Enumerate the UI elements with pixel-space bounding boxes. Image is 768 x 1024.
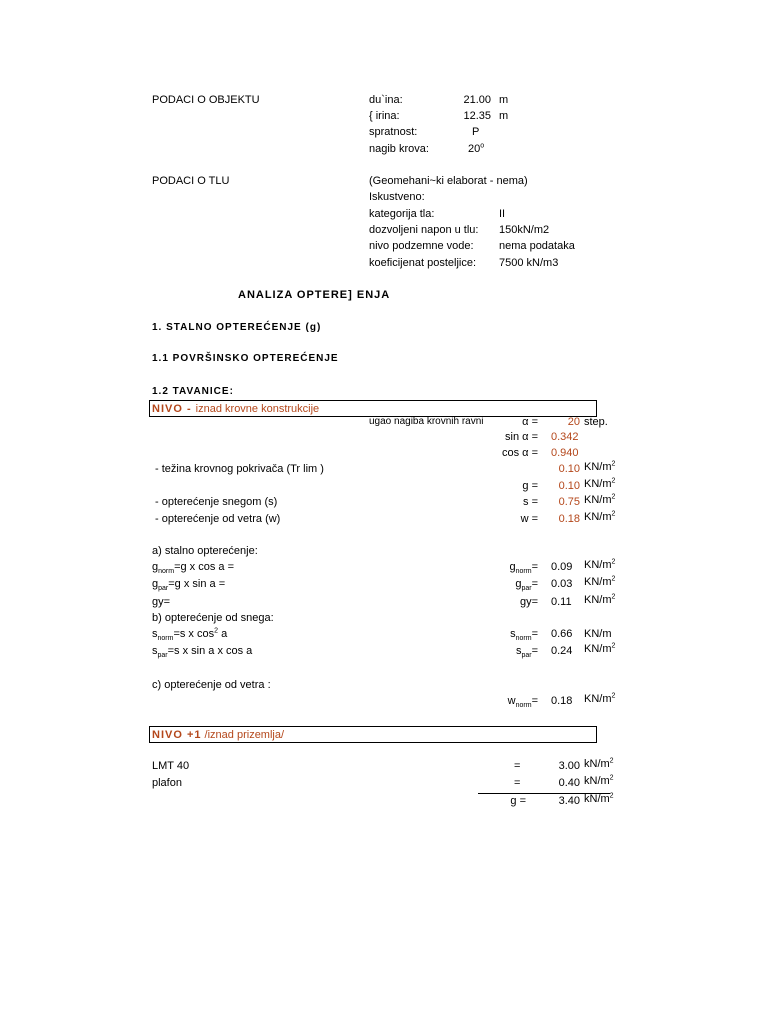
unit: $KN/m^2$ bbox=[584, 493, 616, 506]
analiza-title: ANALIZA OPTERE] ENJA bbox=[238, 289, 391, 301]
w-value: 0.18 bbox=[558, 513, 580, 525]
objekt-value: P bbox=[472, 126, 480, 138]
nivo1-row-eq: = bbox=[514, 777, 521, 789]
spar-value: 0.24 bbox=[551, 645, 573, 657]
nivo1-row-value: 3.00 bbox=[558, 760, 580, 772]
total-value: 3.40 bbox=[558, 795, 580, 807]
nivo-krov-header: NIVO - iznad krovne konstrukcije bbox=[152, 403, 320, 415]
snorm-label: $s_{norm}=$ bbox=[510, 628, 538, 643]
tlo-value: II bbox=[499, 208, 506, 220]
tlo-note: (Geomehani~ki elaborat - nema) bbox=[369, 175, 528, 187]
objekt-label: { irina: bbox=[369, 110, 400, 122]
objekt-unit: m bbox=[499, 110, 509, 122]
heading-povrsinsko: 1.1 POVRŠINSKO OPTEREĆENJE bbox=[152, 353, 339, 364]
gy-formula: gy= bbox=[152, 596, 171, 608]
ugao-label: ugao nagiba krovnih ravni bbox=[369, 416, 484, 427]
gpar-label: $g_{par}=$ bbox=[515, 578, 538, 593]
unit: $KN/m^2$ bbox=[584, 575, 616, 588]
nivo1-row-unit: $kN/m^2$ bbox=[584, 774, 614, 787]
tlo-label: dozvoljeni napon u tlu: bbox=[369, 224, 479, 236]
sin-value: 0.342 bbox=[551, 431, 579, 443]
stalno-title: a) stalno opterećenje: bbox=[152, 545, 258, 557]
gnorm-label: $g_{norm}=$ bbox=[509, 561, 538, 576]
wnorm-value: 0.18 bbox=[551, 695, 573, 707]
objekt-label: du`ina: bbox=[369, 94, 403, 106]
heading-stalno: 1. STALNO OPTEREĆENJE (g) bbox=[152, 322, 322, 333]
objekt-title: PODACI O OBJEKTU bbox=[152, 94, 260, 106]
tezina-label: - težina krovnog pokrivača (Tr lim ) bbox=[155, 463, 324, 475]
cos-label: cos α = bbox=[501, 447, 538, 459]
nivo1-row-label: plafon bbox=[152, 777, 182, 789]
gnorm-formula: $g_{norm}=g$ x cos a = bbox=[152, 561, 235, 576]
s-label: s = bbox=[523, 496, 538, 508]
tezina-value: 0.10 bbox=[558, 463, 580, 475]
nivo1-header: NIVO +1 /iznad prizemlja/ bbox=[152, 729, 285, 741]
objekt-label: nagib krova: bbox=[369, 143, 429, 155]
gy-label: gy= bbox=[519, 596, 538, 608]
heading-tavanice: 1.2 TAVANICE: bbox=[152, 386, 234, 397]
gy-value: 0.11 bbox=[551, 596, 572, 608]
unit: $KN/m^2$ bbox=[584, 477, 616, 490]
vetar-title: c) opterećenje od vetra : bbox=[152, 679, 271, 691]
tlo-iskustveno: Iskustveno: bbox=[369, 191, 425, 203]
tlo-value: 7500 kN/m3 bbox=[499, 257, 559, 269]
snijeg-label: - opterećenje snegom (s) bbox=[155, 496, 278, 508]
sneg-title: b) opterećenje od snega: bbox=[152, 612, 274, 624]
nivo1-row-label: LMT 40 bbox=[152, 760, 190, 772]
unit: $KN/m^2$ bbox=[584, 642, 616, 655]
spar-label: $s_{par}=$ bbox=[515, 645, 538, 660]
snorm-unit: KN/m bbox=[584, 628, 612, 640]
gpar-value: 0.03 bbox=[551, 578, 573, 590]
g-value: 0.10 bbox=[558, 480, 580, 492]
nivo1-box bbox=[149, 726, 597, 743]
gnorm-value: 0.09 bbox=[551, 561, 573, 573]
tlo-value: 150kN/m2 bbox=[499, 224, 550, 236]
tlo-title: PODACI O TLU bbox=[152, 175, 230, 187]
alpha-unit: step. bbox=[584, 416, 608, 428]
tlo-label: nivo podzemne vode: bbox=[369, 240, 474, 252]
spar-formula: $s_{par}=s$ x sin a x cos a bbox=[152, 645, 253, 660]
nivo1-row-value: 0.40 bbox=[558, 777, 580, 789]
gpar-formula: $g_{par}=g$ x sin a = bbox=[152, 578, 226, 593]
unit: $KN/m^2$ bbox=[584, 460, 616, 473]
snorm-value: 0.66 bbox=[551, 628, 573, 640]
tlo-label: kategorija tla: bbox=[369, 208, 435, 220]
s-value: 0.75 bbox=[558, 496, 580, 508]
cos-value: 0.940 bbox=[551, 447, 579, 459]
nivo1-row-eq: = bbox=[514, 760, 521, 772]
unit: $KN/m^2$ bbox=[584, 558, 616, 571]
objekt-unit: m bbox=[499, 94, 509, 106]
unit: $KN/m^2$ bbox=[584, 510, 616, 523]
nivo1-row-unit: $kN/m^2$ bbox=[584, 757, 614, 770]
vetar-label: - opterećenje od vetra (w) bbox=[155, 513, 281, 525]
unit: $KN/m^2$ bbox=[584, 692, 616, 705]
total-unit: $kN/m^2$ bbox=[584, 792, 614, 805]
objekt-label: spratnost: bbox=[369, 126, 418, 138]
sin-label: sin α = bbox=[505, 431, 538, 443]
wnorm-label: $w_{norm}=$ bbox=[507, 695, 538, 710]
tlo-label: koeficijenat posteljice: bbox=[369, 257, 477, 269]
objekt-value: 12.35 bbox=[463, 110, 491, 122]
tlo-value: nema podataka bbox=[499, 240, 575, 252]
objekt-value: 21.00 bbox=[463, 94, 491, 106]
alpha-value: 20 bbox=[567, 416, 580, 428]
objekt-value: 20$^o$ bbox=[468, 142, 485, 155]
nivo-krov-box bbox=[149, 400, 597, 417]
w-label: w = bbox=[520, 513, 538, 525]
unit: $KN/m^2$ bbox=[584, 593, 616, 606]
alpha-label: α = bbox=[522, 416, 538, 428]
total-label: g = bbox=[510, 795, 526, 807]
snorm-formula: $s_{norm}=s$ x $\cos^2 a$ bbox=[152, 627, 228, 643]
g-label: g = bbox=[522, 480, 538, 492]
